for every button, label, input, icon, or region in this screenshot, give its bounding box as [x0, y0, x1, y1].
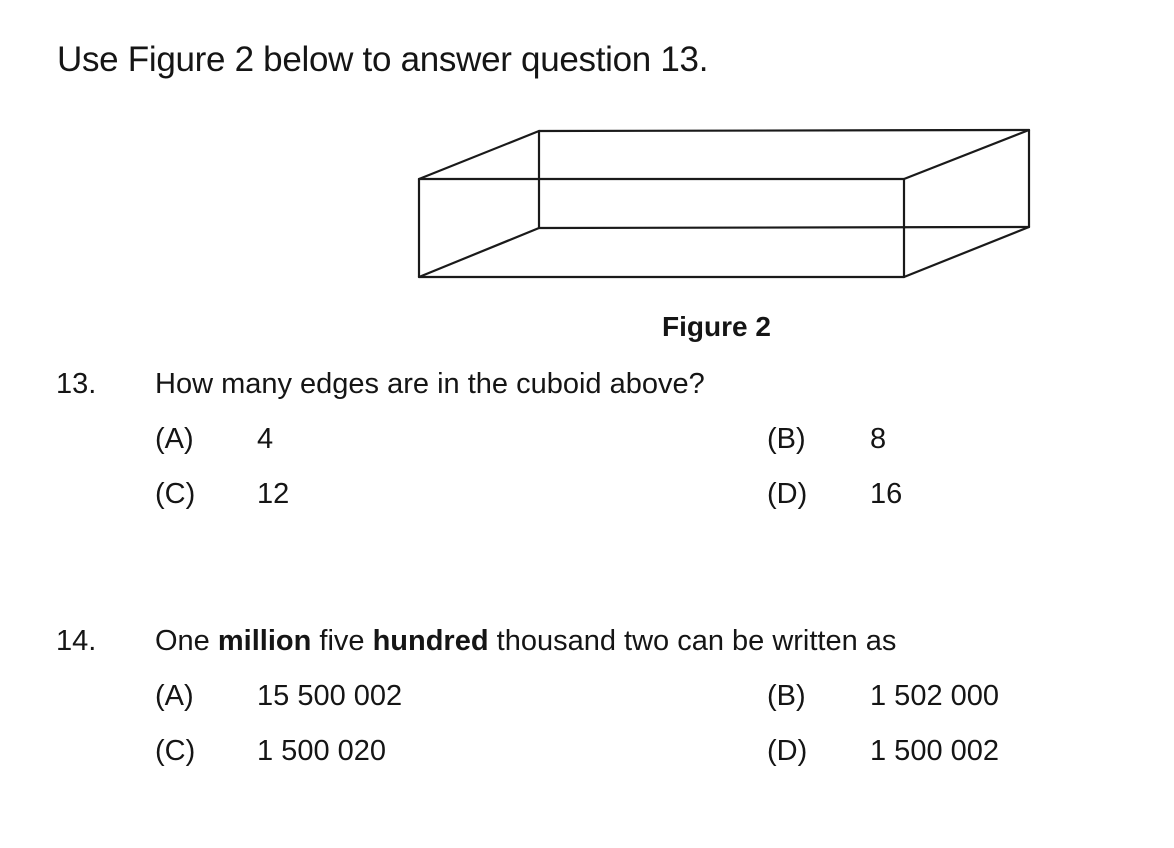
question-text-part: thousand two can be written as: [488, 625, 897, 657]
option-b-value: 8: [870, 423, 887, 455]
question-text: How many edges are in the cuboid above?: [155, 368, 705, 400]
option-a-letter: (A): [155, 423, 194, 455]
option-c-letter: (C): [155, 478, 196, 510]
option-d-letter: (D): [767, 735, 808, 767]
cuboid-edge-top-right: [904, 130, 1029, 179]
figure-2: [410, 120, 1040, 290]
question-text-part: One: [155, 625, 218, 657]
option-b-letter: (B): [767, 423, 806, 455]
question-number: 14.: [56, 625, 97, 657]
option-a-value: 15 500 002: [257, 680, 403, 712]
question-number: 13.: [56, 368, 97, 400]
cuboid-edge-top-left: [419, 131, 539, 179]
option-c-value: 12: [257, 478, 290, 510]
intro-instruction: Use Figure 2 below to answer question 13.: [57, 40, 709, 79]
cuboid-edge-bottom-right: [904, 227, 1029, 277]
option-c-value: 1 500 020: [257, 735, 387, 767]
question-text-part: five: [311, 625, 373, 657]
option-c-letter: (C): [155, 735, 196, 767]
option-d-value: 1 500 002: [870, 735, 1000, 767]
cuboid-edge-bottom-left: [419, 228, 539, 277]
option-a-value: 4: [257, 423, 274, 455]
figure-caption: Figure 2: [662, 311, 771, 342]
cuboid-icon: [410, 120, 1040, 290]
option-a-letter: (A): [155, 680, 194, 712]
question-text: [155, 625, 896, 658]
question-text-bold-million: million: [217, 625, 312, 657]
question-text-bold-hundred: hundred: [372, 625, 489, 657]
option-d-letter: (D): [767, 478, 808, 510]
option-b-letter: (B): [767, 680, 806, 712]
option-b-value: 1 502 000: [870, 680, 1000, 712]
option-d-value: 16: [870, 478, 903, 510]
